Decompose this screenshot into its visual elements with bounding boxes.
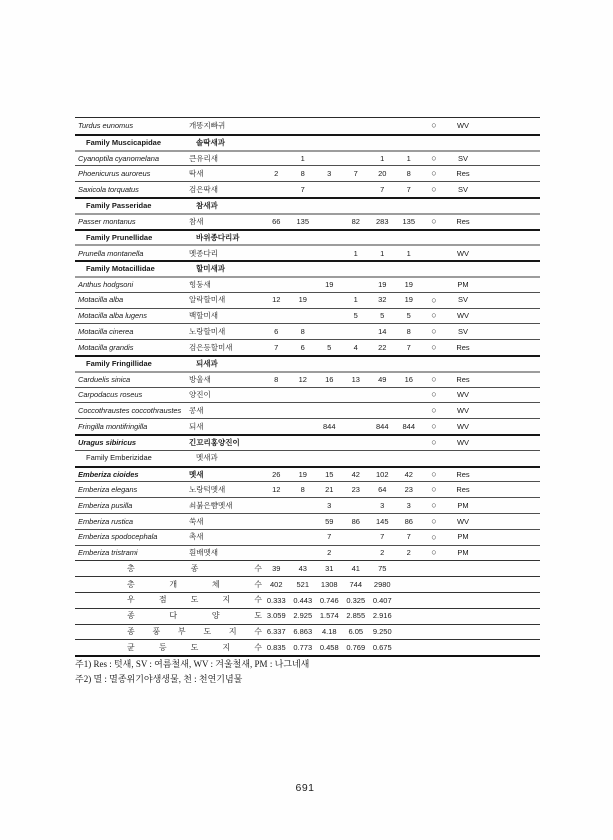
summary-label-char: 지 [222,642,231,652]
family-latin-name: Family Passeridae [86,201,152,211]
summary-value-4: 6.05 [348,627,364,637]
family-korean-name: 멧새과 [196,453,218,463]
summary-label-char: 종 [127,626,135,636]
footnotes [75,657,540,686]
summary-label-char: 균 [127,642,135,652]
species-row [75,292,540,308]
presence-circle-icon: ○ [431,468,437,479]
status-code: WV [456,405,470,415]
count-col-1: 26 [272,469,281,479]
count-col-4: 7 [353,169,358,179]
family-latin-name: Family Muscicapidae [86,137,162,147]
summary-value-1: 3.059 [266,611,286,621]
species-row [75,371,540,387]
scientific-name: Phoenicurus auroreus [78,169,151,179]
summary-value-1: 39 [272,563,281,573]
korean-name: 딱새 [189,169,204,179]
count-col-2: 19 [298,469,307,479]
count-col-6: 1 [406,153,411,163]
species-row [75,481,540,497]
page-number: 691 [295,782,315,794]
count-col-3: 16 [325,374,334,384]
korean-name: 참새 [189,216,204,226]
scientific-name: Motacilla grandis [78,342,134,352]
summary-label-char: 수 [254,626,262,636]
summary-value-3: 1308 [320,579,338,589]
korean-name: 방울새 [189,374,211,384]
korean-name: 긴꼬리홍양진이 [189,438,240,448]
count-col-1: 7 [274,342,279,352]
family-latin-name: Family Motacillidae [86,264,155,274]
scientific-name: Coccothraustes coccothraustes [78,405,182,415]
summary-label [127,612,262,620]
summary-value-3: 0.458 [319,642,339,652]
scientific-name: Carpodacus roseus [78,390,143,400]
count-col-1: 6 [274,327,279,336]
summary-value-2: 6.863 [293,627,313,637]
summary-value-5: 9.250 [372,627,392,637]
status-code: Res [456,342,470,352]
count-col-6: 16 [404,374,413,384]
korean-name: 흰배멧새 [189,548,218,558]
summary-value-3: 1.574 [319,611,339,621]
presence-circle-icon: ○ [431,500,437,511]
count-col-3: 2 [327,548,332,558]
presence-circle-icon: ○ [431,342,437,353]
count-col-1: 12 [272,484,281,494]
summary-label-char: 수 [254,579,262,589]
family-latin-name: Family Emberizidae [86,453,152,463]
count-col-6: 7 [406,532,411,542]
count-col-2: 135 [296,216,309,226]
summary-label-char: 도 [190,595,199,605]
korean-name: 양진이 [189,390,211,400]
count-col-2: 8 [300,327,305,336]
summary-row [75,592,540,608]
family-row [75,260,540,276]
summary-label-char: 도 [254,611,262,621]
species-row [75,529,540,545]
species-row [75,276,540,292]
summary-value-4: 744 [349,579,362,589]
summary-label-char: 개 [169,579,178,589]
scientific-name: Cyanoptila cyanomelana [78,153,160,163]
count-col-5: 14 [378,327,387,336]
korean-name: 힝둥새 [189,280,211,290]
summary-value-1: 402 [269,579,283,589]
count-col-1: 12 [272,295,281,305]
scientific-name: Emberiza tristrami [78,548,138,558]
count-col-4: 86 [351,516,360,526]
korean-name: 콩새 [189,405,204,415]
summary-label-char: 점 [158,595,167,605]
family-latin-name: Family Fringillidae [86,359,152,369]
status-code: WV [456,421,470,431]
summary-value-3: 31 [325,563,334,573]
count-col-2: 6 [300,342,305,352]
scientific-name: Prunella montanella [78,248,144,258]
species-row [75,244,540,260]
presence-circle-icon: ○ [431,405,437,416]
summary-label-char: 우 [127,595,135,605]
summary-value-4: 41 [351,563,360,573]
summary-value-2: 0.773 [293,642,313,652]
summary-label [127,644,262,652]
species-row [75,466,540,482]
count-col-4: 1 [353,248,358,258]
species-row [75,497,540,513]
summary-value-2: 521 [296,579,309,589]
count-col-5: 1 [380,153,385,163]
count-col-6: 7 [406,184,411,194]
scientific-name: Carduelis sinica [78,374,131,384]
status-code: SV [457,153,468,163]
presence-circle-icon: ○ [431,152,437,163]
species-row [75,150,540,166]
summary-label-char: 수 [254,563,262,573]
scientific-name: Turdus eunomus [78,121,134,131]
family-latin-name: Family Prunellidae [86,232,153,242]
footnote-2: 주2) 멸 : 멸종위기야생생물, 천 : 천연기념물 [75,673,243,684]
count-col-5: 22 [378,342,387,352]
count-col-4: 4 [353,342,358,352]
family-row [75,197,540,213]
family-korean-name: 할미새과 [196,264,225,274]
count-col-5: 7 [380,184,385,194]
count-col-6: 135 [402,216,415,226]
summary-label-char: 종 [127,611,135,621]
presence-circle-icon: ○ [431,515,437,526]
presence-circle-icon: ○ [431,216,437,227]
korean-name: 노랑할미새 [189,327,226,336]
species-row [75,545,540,561]
summary-row [75,560,540,576]
presence-circle-icon: ○ [431,310,437,321]
count-col-5: 5 [380,311,385,321]
presence-circle-icon: ○ [431,484,437,495]
scientific-name: Emberiza pusilla [78,500,133,510]
summary-row [75,608,540,624]
count-col-2: 8 [300,169,305,179]
count-col-4: 82 [351,216,360,226]
summary-row [75,576,540,592]
count-col-6: 8 [406,327,411,336]
summary-value-4: 0.325 [346,595,366,605]
scientific-name: Passer montanus [78,216,136,226]
korean-name: 멧새 [189,469,204,479]
scientific-name: Anthus hodgsoni [78,280,134,290]
count-col-6: 19 [404,295,413,305]
count-col-5: 1 [380,248,385,258]
count-col-6: 8 [406,169,411,179]
count-col-5: 145 [375,516,389,526]
status-code: WV [456,390,470,400]
presence-circle-icon: ○ [431,294,437,305]
count-col-4: 13 [351,374,360,384]
count-col-2: 7 [300,184,305,194]
summary-value-2: 2.925 [293,611,313,621]
status-code: Res [456,216,470,226]
count-col-6: 23 [404,484,413,494]
presence-circle-icon: ○ [431,326,437,337]
summary-value-1: 0.835 [266,642,286,652]
count-col-5: 3 [380,500,385,510]
species-row [75,308,540,324]
summary-value-1: 6.337 [266,627,286,637]
scientific-name: Emberiza cioides [78,469,139,479]
scientific-name: Emberiza spodocephala [78,532,158,542]
status-code: WV [456,248,470,258]
summary-label-char: 풍 [152,626,161,636]
presence-circle-icon: ○ [431,168,437,179]
count-col-5: 283 [375,216,389,226]
count-col-3: 15 [325,469,334,479]
summary-label-char: 등 [158,642,167,652]
korean-name: 쇠붉은뺨멧새 [189,500,233,510]
summary-label-char: 수 [254,642,262,652]
count-col-6: 3 [406,500,411,510]
count-col-5: 19 [378,280,387,290]
summary-value-5: 0.675 [372,642,392,652]
count-col-6: 7 [406,342,411,352]
status-code: WV [456,438,470,448]
count-col-3: 7 [327,532,332,542]
species-row [75,339,540,355]
count-col-4: 23 [351,484,360,494]
status-code: SV [457,295,468,305]
species-row [75,418,540,434]
korean-name: 촉새 [189,532,204,542]
summary-label-char: 총 [127,579,135,589]
summary-label-char: 도 [203,626,212,636]
count-col-2: 8 [300,484,305,494]
species-row [75,165,540,181]
family-row [75,134,540,150]
status-code: WV [456,516,470,526]
family-row [75,450,540,466]
summary-label-char: 체 [211,579,220,589]
summary-label-char: 도 [190,642,199,652]
species-row [75,434,540,450]
summary-label-char: 지 [228,626,237,636]
presence-circle-icon: ○ [431,120,437,131]
status-code: SV [457,184,468,194]
family-row [75,355,540,371]
status-code: Res [456,169,470,179]
count-col-4: 42 [351,469,360,479]
count-col-5: 844 [375,421,389,431]
summary-row [75,639,540,655]
summary-label-char: 다 [169,611,178,621]
species-row [75,118,540,134]
presence-circle-icon: ○ [431,437,437,448]
korean-name: 검은등할미새 [189,342,233,352]
summary-value-2: 43 [298,563,307,573]
count-col-6: 86 [404,516,413,526]
status-code: Res [456,484,470,494]
count-col-5: 102 [375,469,389,479]
count-col-5: 32 [378,295,387,305]
status-code: WV [456,311,470,321]
korean-name: 멧종다리 [189,248,218,258]
family-korean-name: 바위종다리과 [196,232,240,242]
count-col-1: 8 [274,374,279,384]
presence-circle-icon: ○ [431,421,437,432]
count-col-3: 19 [325,280,334,290]
count-col-2: 1 [300,153,305,163]
count-col-6: 2 [406,548,411,558]
summary-label-char: 수 [254,595,262,605]
count-col-3: 3 [327,169,332,179]
presence-circle-icon: ○ [431,374,437,385]
count-col-3: 59 [325,516,334,526]
count-col-3: 3 [327,500,332,510]
summary-value-5: 2.916 [372,611,392,621]
count-col-2: 12 [298,374,307,384]
species-row [75,513,540,529]
presence-circle-icon: ○ [431,547,437,558]
summary-label [127,565,262,573]
scientific-name: Motacilla alba lugens [78,311,147,321]
scientific-name: Saxicola torquatus [78,184,139,194]
scientific-name: Fringilla montifringilla [78,421,148,431]
summary-label-char: 총 [127,563,135,573]
korean-name: 개똥지빠귀 [189,121,226,131]
count-col-5: 64 [378,484,387,494]
count-col-1: 2 [274,169,279,179]
count-col-6: 1 [406,248,411,258]
summary-label [127,596,262,604]
species-row [75,402,540,418]
status-code: PM [457,280,469,290]
count-col-6: 844 [402,421,415,431]
summary-row [75,624,540,640]
count-col-6: 19 [404,280,413,290]
korean-name: 큰유리새 [189,153,218,163]
korean-name: 노랑턱멧새 [189,484,226,494]
korean-name: 되새 [189,421,204,431]
summary-label-char: 양 [211,611,220,621]
summary-label [127,628,262,636]
species-row [75,213,540,229]
count-col-4: 5 [353,311,358,321]
status-code: WV [456,121,470,131]
species-row [75,323,540,339]
summary-label [127,581,262,589]
status-code: PM [457,532,469,542]
korean-name: 검은딱새 [189,184,218,194]
scientific-name: Motacilla alba [78,295,124,305]
family-korean-name: 참새과 [196,201,218,211]
count-col-3: 844 [322,421,336,431]
korean-name: 백할미새 [189,311,218,321]
count-col-5: 20 [378,169,387,179]
status-code: PM [457,500,469,510]
bird-survey-table [75,117,540,657]
summary-label-char: 부 [177,626,186,636]
count-col-5: 7 [380,532,385,542]
family-row [75,229,540,245]
korean-name: 쑥새 [189,516,204,526]
family-korean-name: 되새과 [196,359,218,369]
species-row [75,181,540,197]
summary-value-3: 0.746 [319,595,339,605]
summary-value-4: 0.769 [346,642,366,652]
count-col-3: 21 [325,484,334,494]
status-code: SV [457,327,468,336]
scientific-name: Uragus sibiricus [78,438,136,448]
count-col-5: 2 [380,548,385,558]
count-col-2: 19 [298,295,307,305]
summary-label-char: 종 [190,563,199,573]
presence-circle-icon: ○ [431,531,437,542]
footnote-1: 주1) Res : 텃새, SV : 여름철새, WV : 겨울철새, PM : 나그네새 [75,659,310,669]
count-col-3: 5 [327,342,332,352]
scientific-name: Emberiza elegans [78,484,138,494]
status-code: Res [456,469,470,479]
family-korean-name: 솔딱새과 [196,137,225,147]
summary-value-4: 2.855 [346,611,366,621]
summary-value-5: 75 [378,563,387,573]
status-code: PM [457,548,469,558]
species-row [75,387,540,403]
count-col-6: 5 [406,311,411,321]
summary-value-5: 0.407 [372,595,392,605]
scientific-name: Emberiza rustica [78,516,134,526]
summary-value-5: 2980 [373,579,391,589]
count-col-1: 66 [272,216,281,226]
summary-value-3: 4.18 [321,627,337,637]
korean-name: 알락할미새 [189,295,226,305]
status-code: Res [456,374,470,384]
count-col-5: 49 [378,374,387,384]
count-col-4: 1 [353,295,358,305]
count-col-6: 42 [404,469,413,479]
summary-value-1: 0.333 [266,595,286,605]
summary-label-char: 지 [222,595,231,605]
scientific-name: Motacilla cinerea [78,327,134,336]
presence-circle-icon: ○ [431,389,437,400]
summary-value-2: 0.443 [293,595,313,605]
presence-circle-icon: ○ [431,184,437,195]
